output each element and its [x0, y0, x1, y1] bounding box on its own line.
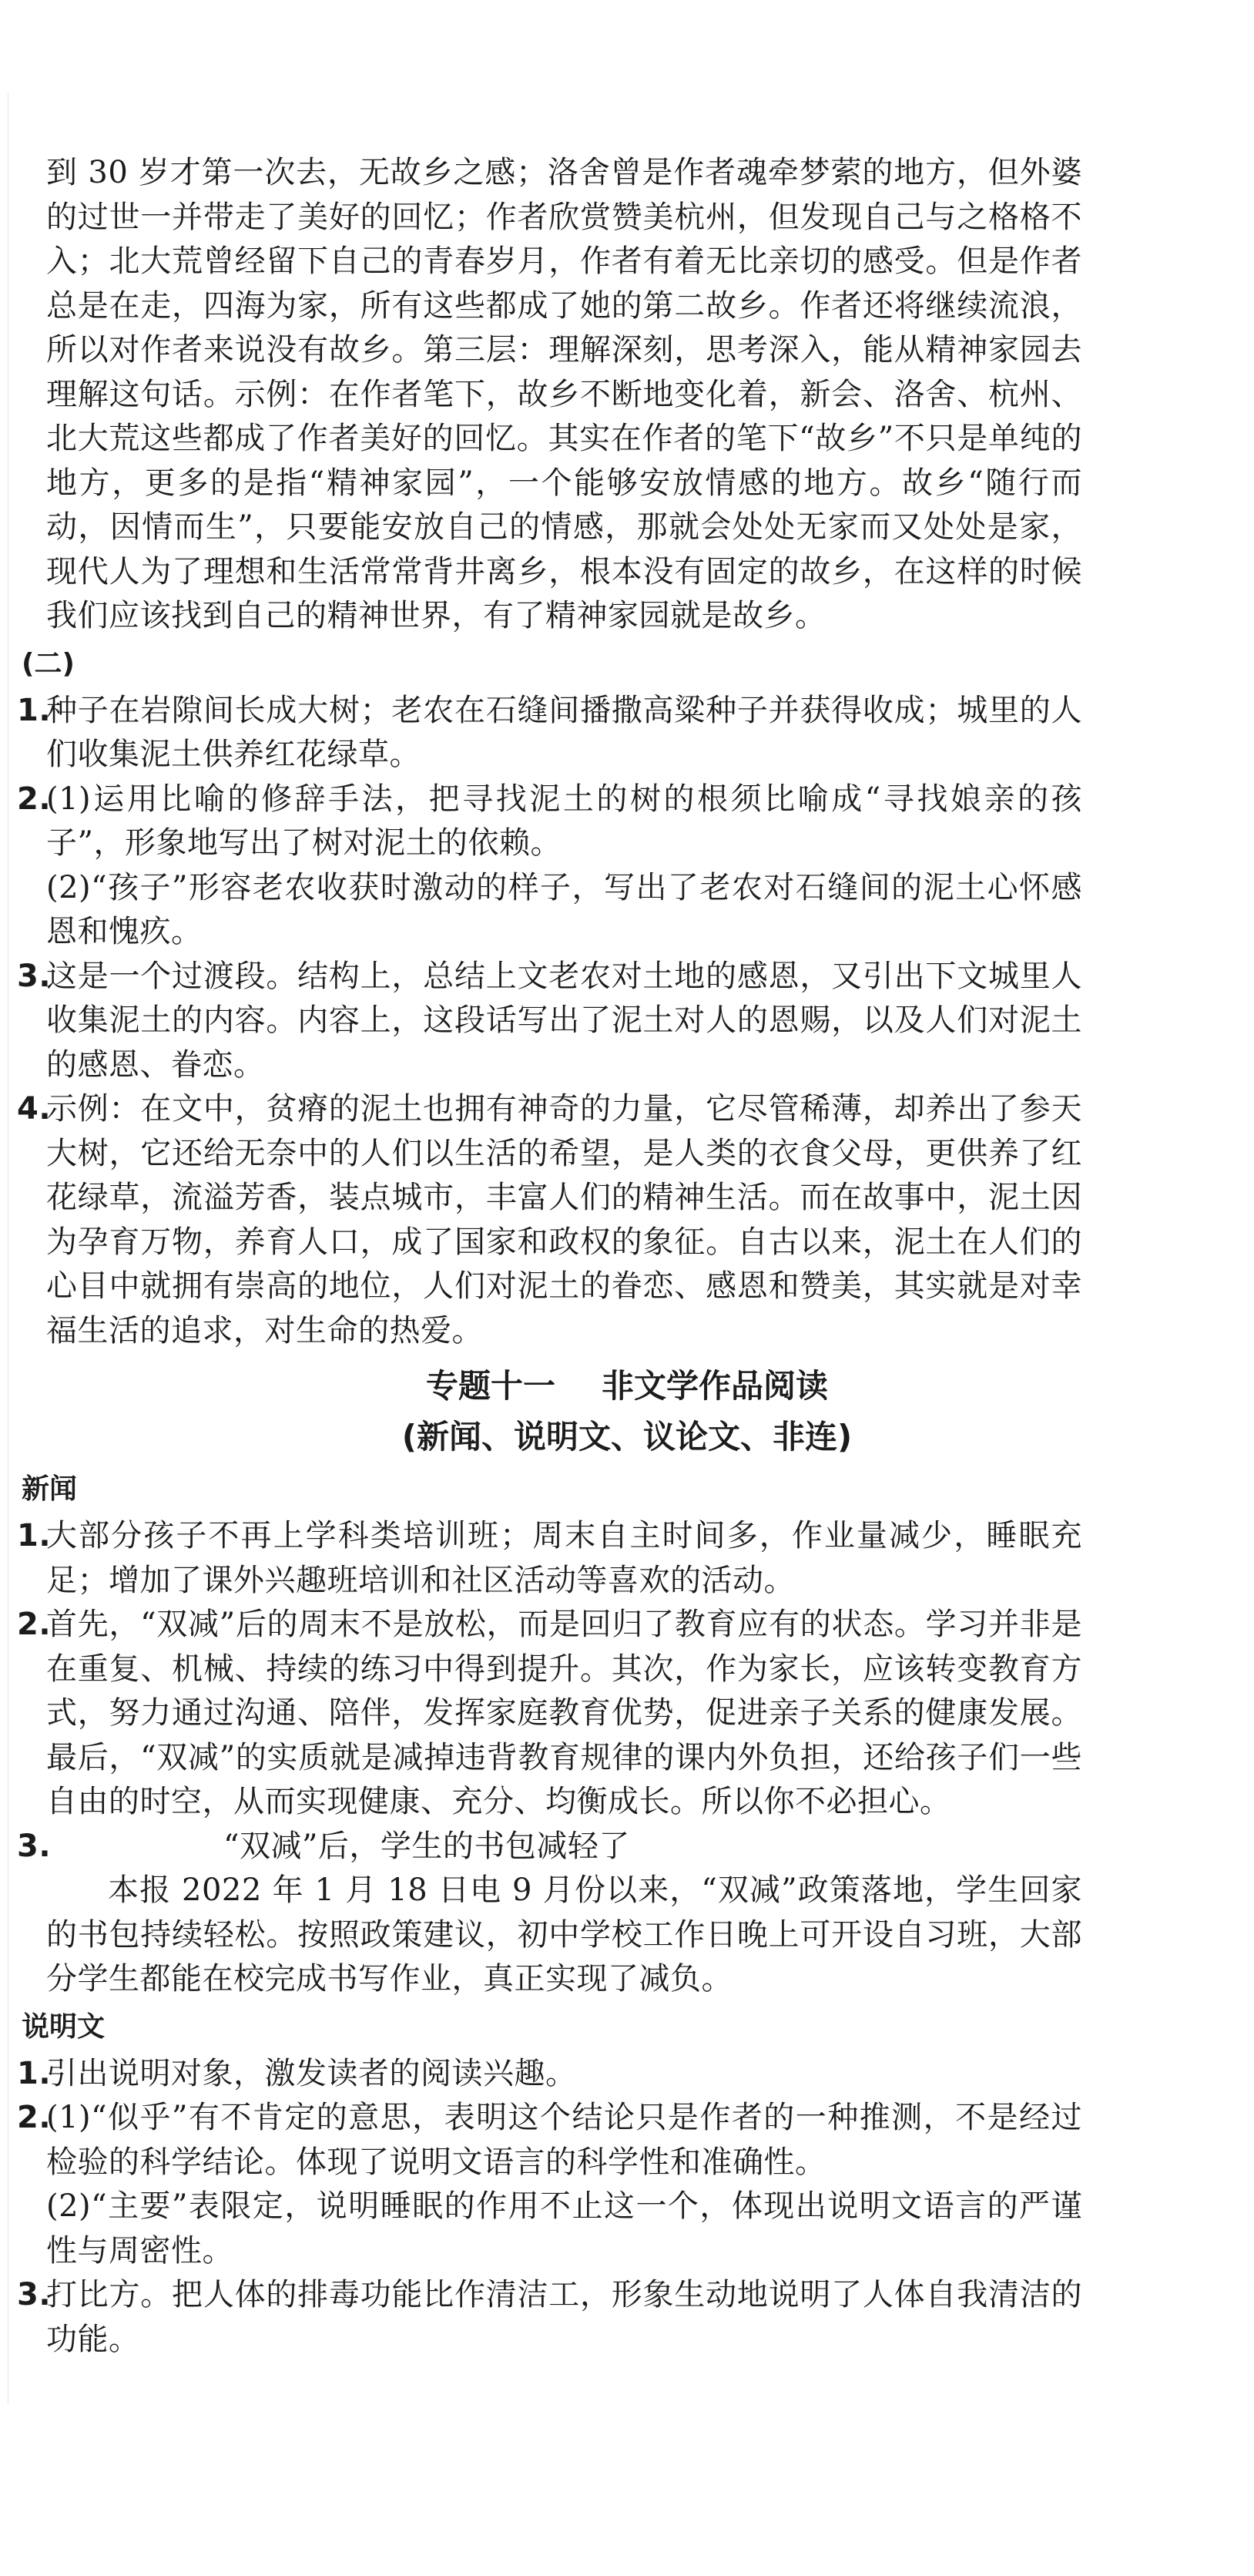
section-heading-expository: 说明文	[22, 2010, 106, 2043]
topic-name: 非文学作品阅读	[602, 1367, 829, 1405]
intro-paragraph: 到 30 岁才第一次去，无故乡之感；洛舍曾是作者魂牵梦萦的地方，但外婆的过世一并带走了美好的回忆；作者欣赏赞美杭州，但发现自己与之格格不入；北大荒曾经留下自己的青春岁月，作者有着无比亲切的感受。但是作者总是在走，四海为家，所有这些都成了她的第二故乡。作者还将继续流浪，所以对作者来说没有故乡。第三层：理解深刻，思考深入，能从精神家园去理解这句话。示例：在作者笔下，故乡不断地变化着，新会、洛舍、杭州、北大荒这些都成了作者美好的回忆。其实在作者的笔下“故乡”不只是单纯的地方，更多的是指“精神家园”，一个能够安放情感的地方。故乡“随行而动，因情而生”，只要能安放自己的情感，那就会处处无家而又处处是家，现代人为了理想和生活常常背井离乡，根本没有固定的故乡，在这样的时候我们应该找到自己的精神世界，有了精神家园就是故乡。	[46, 155, 1082, 633]
item-number: 2.	[17, 1607, 52, 1642]
item-subtext: (2)“孩子”形容老农收获时激动的样子，写出了老农对石缝间的泥土心怀感恩和愧疚。	[46, 869, 1082, 949]
item-number: 3.	[17, 2277, 52, 2312]
list-item	[17, 689, 1254, 778]
item-number: 1.	[17, 692, 52, 728]
item-number: 3.	[17, 1828, 52, 1864]
item-text: 示例：在文中，贫瘠的泥土也拥有神奇的力量，它尽管稀薄，却养出了参天大树，它还给无奈中的人们以生活的希望，是人类的衣食父母，更供养了红花绿草，流溢芳香，装点城市，丰富人们的精神生活。而在故事中，泥土因为孕育万物，养育人口，成了国家和政权的象征。自古以来，泥土在人们的心目中就拥有崇高的地位，人们对泥土的眷恋、感恩和赞美，其实就是对幸福生活的追求，对生命的热爱。	[46, 1091, 1082, 1348]
list-item	[17, 2096, 1254, 2273]
item-text: 大部分孩子不再上学科类培训班；周末自主时间多，作业量减少，睡眠充足；增加了课外兴趣班培训和社区活动等喜欢的活动。	[46, 1518, 1082, 1598]
list-item	[17, 1087, 1254, 1353]
section-heading-news: 新闻	[22, 1473, 78, 1505]
item-number: 1.	[17, 2055, 52, 2091]
item-number: 1.	[17, 1518, 52, 1553]
list-item	[17, 955, 1254, 1088]
news-body: 本报 2022 年 1 月 18 日电 9 月份以来，“双减”政策落地，学生回家的书包持续轻松。按照政策建议，初中学校工作日晚上可开设自习班，大部分学生都能在校完成书写作业，真正实现了减负。	[46, 1872, 1082, 1997]
item-text: 这是一个过渡段。结构上，总结上文老农对土地的感恩，又引出下文城里人收集泥土的内容。内容上，这段话写出了泥土对人的恩赐，以及人们对泥土的感恩、眷恋。	[46, 958, 1082, 1083]
list-item	[17, 1603, 1254, 1825]
list-item	[17, 2273, 1254, 2362]
item-text: (1)“似乎”有不肯定的意思，表明这个结论只是作者的一种推测，不是经过检验的科学结论。体现了说明文语言的科学性和准确性。	[46, 2100, 1082, 2180]
topic-title	[0, 1361, 1254, 1412]
item-number: 3.	[17, 958, 52, 994]
list-item	[17, 2052, 1254, 2097]
item-number: 2.	[17, 2100, 52, 2135]
news-headline: “双减”后，学生的书包减轻了	[223, 1828, 630, 1864]
item-subtext: (2)“主要”表限定，说明睡眠的作用不止这一个，体现出说明文语言的严谨性与周密性。	[46, 2188, 1082, 2269]
list-item	[17, 1825, 1254, 2002]
list-item	[17, 1514, 1254, 1603]
section-heading-2: (二)	[22, 647, 75, 680]
item-number: 4.	[17, 1091, 52, 1127]
topic-subtitle: (新闻、说明文、议论文、非连)	[401, 1418, 853, 1456]
list-item	[17, 778, 1254, 955]
item-text: (1)运用比喻的修辞手法，把寻找泥土的树的根须比喻成“寻找娘亲的孩子”，形象地写出了树对泥土的依赖。	[46, 781, 1082, 861]
item-text: 引出说明对象，激发读者的阅读兴趣。	[46, 2055, 577, 2091]
topic-number: 专题十一	[425, 1367, 555, 1405]
item-number: 2.	[17, 781, 52, 817]
item-text: 种子在岩隙间长成大树；老农在石缝间播撒高粱种子并获得收成；城里的人们收集泥土供养红花绿草。	[46, 692, 1082, 772]
item-text: 打比方。把人体的排毒功能比作清洁工，形象生动地说明了人体自我清洁的功能。	[46, 2277, 1082, 2357]
item-text: 首先，“双减”后的周末不是放松，而是回归了教育应有的状态。学习并非是在重复、机械、持续的练习中得到提升。其次，作为家长，应该转变教育方式，努力通过沟通、陪伴，发挥家庭教育优势，促进亲子关系的健康发展。最后，“双减”的实质就是减掉违背教育规律的课内外负担，还给孩子们一些自由的时空，从而实现健康、充分、均衡成长。所以你不必担心。	[46, 1607, 1082, 1819]
